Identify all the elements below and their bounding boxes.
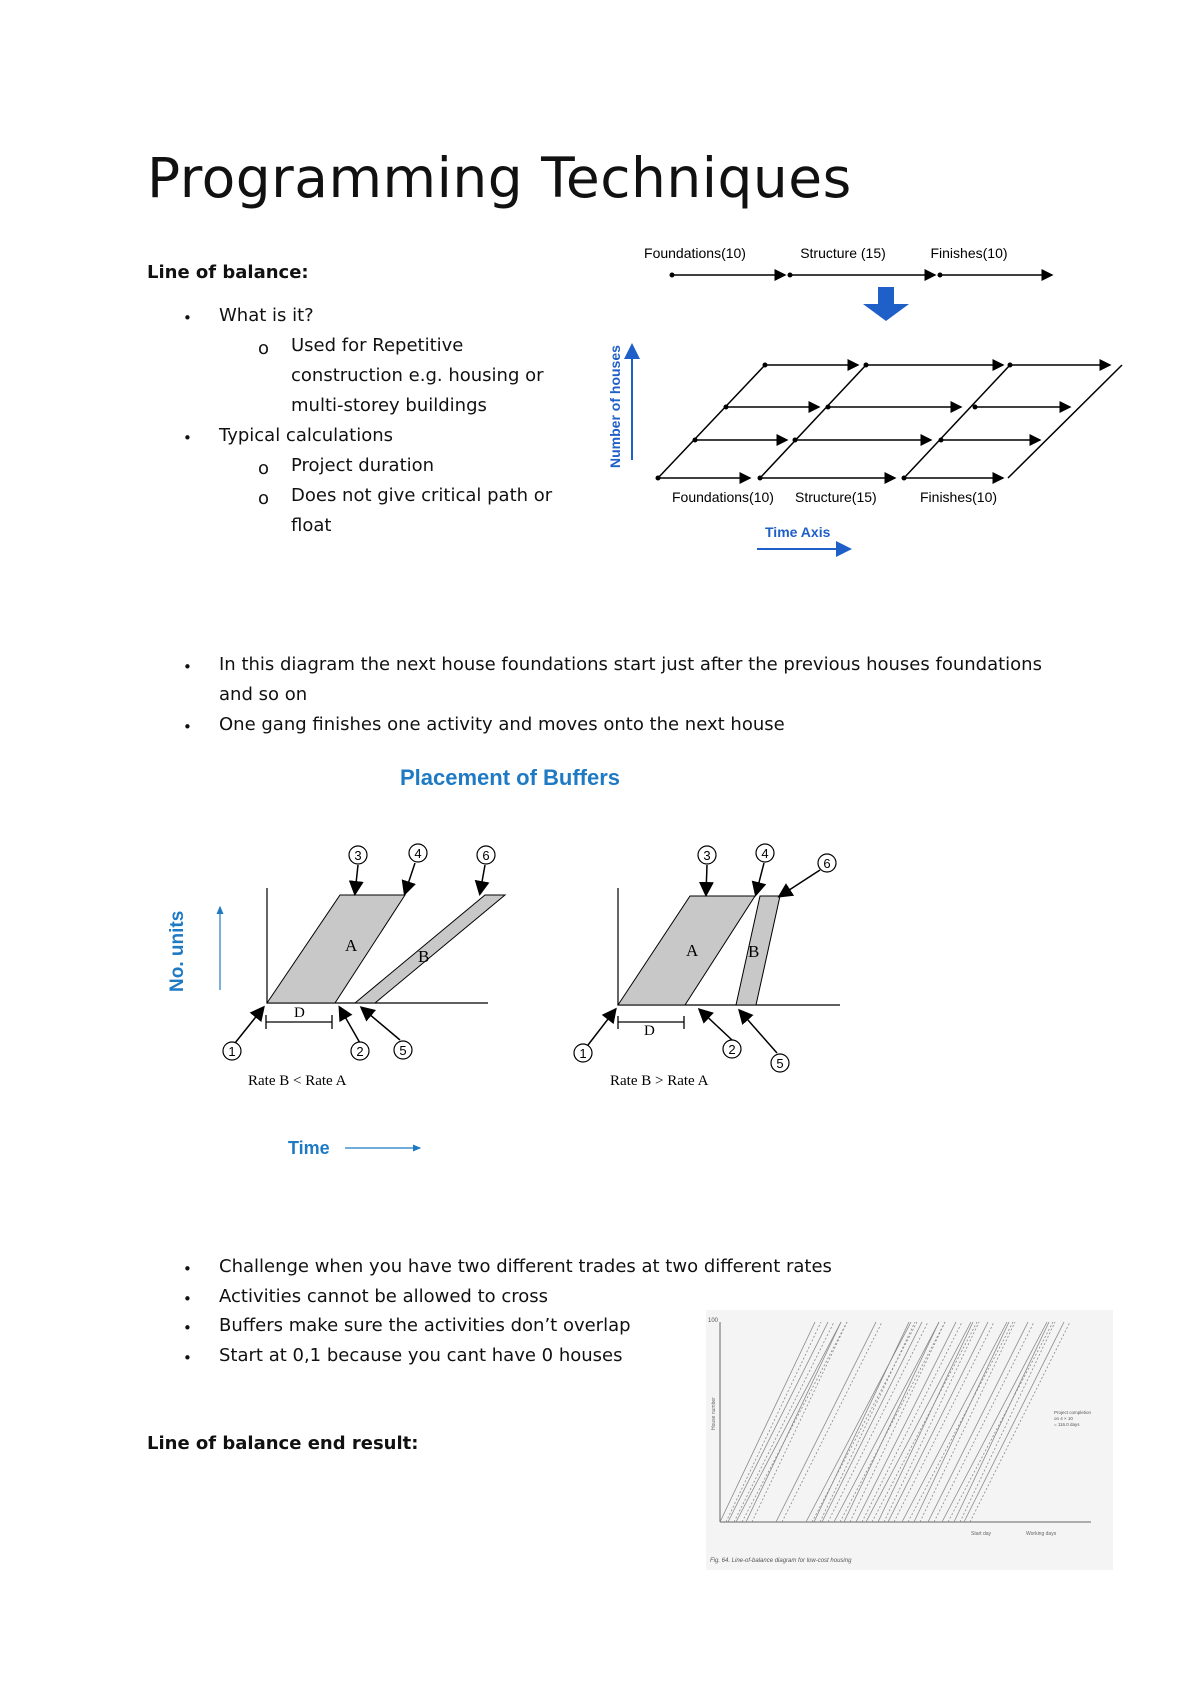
bottom-label-structure: Structure(15) — [795, 489, 877, 505]
section-heading-end-result: Line of balance end result: — [147, 1433, 419, 1454]
bullet-icon: • — [183, 658, 192, 676]
sub-list-item: construction e.g. housing or — [291, 365, 544, 386]
svg-text:5: 5 — [776, 1056, 784, 1071]
svg-text:4: 4 — [414, 846, 422, 861]
svg-text:4: 4 — [761, 846, 769, 861]
svg-text:1: 1 — [228, 1044, 236, 1059]
svg-text:1: 1 — [579, 1046, 587, 1061]
sub-list-item: Does not give critical path or — [291, 485, 553, 506]
svg-text:3: 3 — [354, 848, 362, 863]
svg-text:6: 6 — [823, 856, 831, 871]
svg-text:D: D — [644, 1023, 655, 1039]
list-item: and so on — [219, 684, 308, 705]
sub-list-item: Project duration — [291, 455, 435, 476]
placement-of-buffers-figure — [160, 755, 880, 1175]
top-label-foundations: Foundations(10) — [644, 245, 746, 261]
line-of-balance-diagram — [600, 235, 1140, 560]
list-item: Challenge when you have two different trades at two different rates — [219, 1256, 832, 1277]
svg-text:D: D — [294, 1005, 305, 1021]
top-label-structure: Structure (15) — [800, 245, 886, 261]
left-buffer-chart — [223, 844, 505, 1089]
svg-text:5: 5 — [399, 1043, 407, 1058]
svg-text:A: A — [686, 941, 699, 960]
svg-text:Working days: Working days — [1026, 1531, 1057, 1537]
svg-text:3: 3 — [703, 848, 711, 863]
y-axis-label: Number of houses — [607, 345, 623, 468]
list-item: In this diagram the next house foundations start just after the previous houses foundations — [219, 654, 1042, 675]
svg-text:6: 6 — [482, 848, 490, 863]
list-item: Activities cannot be allowed to cross — [219, 1286, 549, 1307]
svg-text:Rate B > Rate A: Rate B > Rate A — [610, 1073, 709, 1089]
x-axis-label: Time Axis — [765, 524, 831, 540]
svg-text:A: A — [345, 936, 358, 955]
svg-text:= 116.0 days: = 116.0 days — [1054, 1422, 1080, 1427]
svg-text:2: 2 — [356, 1044, 364, 1059]
list-item: What is it? — [219, 305, 314, 326]
grid-lines — [658, 365, 1122, 478]
top-label-finishes: Finishes(10) — [930, 245, 1008, 261]
list-item: Buffers make sure the activities don’t overlap — [219, 1315, 631, 1336]
sub-bullet-icon: o — [258, 338, 270, 359]
svg-text:Project completion: Project completion — [1054, 1410, 1092, 1415]
bullet-icon: • — [183, 1260, 192, 1278]
svg-text:100: 100 — [708, 1318, 719, 1324]
svg-text:on 4 × 10: on 4 × 10 — [1054, 1416, 1073, 1421]
list-item: Typical calculations — [219, 425, 394, 446]
list-item: One gang finishes one activity and moves onto the next house — [219, 714, 785, 735]
bullet-icon: • — [183, 1319, 192, 1337]
svg-text:Start day: Start day — [971, 1531, 992, 1537]
sub-list-item: float — [291, 515, 332, 536]
bullet-icon: • — [183, 1349, 192, 1367]
bottom-label-foundations: Foundations(10) — [672, 489, 774, 505]
bottom-label-finishes: Finishes(10) — [920, 489, 998, 505]
down-arrow-icon — [863, 287, 909, 321]
svg-text:B: B — [418, 947, 430, 966]
bullet-icon: • — [183, 718, 192, 736]
bullet-icon: • — [183, 309, 192, 327]
svg-text:B: B — [748, 942, 760, 961]
sub-list-item: Used for Repetitive — [291, 335, 464, 356]
svg-text:Rate B < Rate A: Rate B < Rate A — [248, 1073, 347, 1089]
sub-bullet-icon: o — [258, 458, 270, 479]
svg-text:Fig. 64. Line-of-balance diagr: Fig. 64. Line-of-balance diagram for low-cost housing — [710, 1558, 852, 1564]
buffers-x-label: Time — [288, 1138, 330, 1158]
buffers-title: Placement of Buffers — [399, 765, 621, 790]
list-item: Start at 0,1 because you cant have 0 houses — [219, 1345, 623, 1366]
right-buffer-chart — [574, 844, 840, 1089]
sub-list-item: multi-storey buildings — [291, 395, 487, 416]
section-heading-line-of-balance: Line of balance: — [147, 262, 309, 283]
buffers-y-label: No. units — [167, 910, 188, 992]
bullet-icon: • — [183, 1290, 192, 1308]
bullet-icon: • — [183, 429, 192, 447]
page-title: Programming Techniques — [147, 146, 852, 210]
svg-text:2: 2 — [728, 1042, 736, 1057]
line-of-balance-result-figure — [706, 1310, 1113, 1570]
sub-bullet-icon: o — [258, 488, 270, 509]
svg-text:House number: House number — [711, 1397, 717, 1430]
